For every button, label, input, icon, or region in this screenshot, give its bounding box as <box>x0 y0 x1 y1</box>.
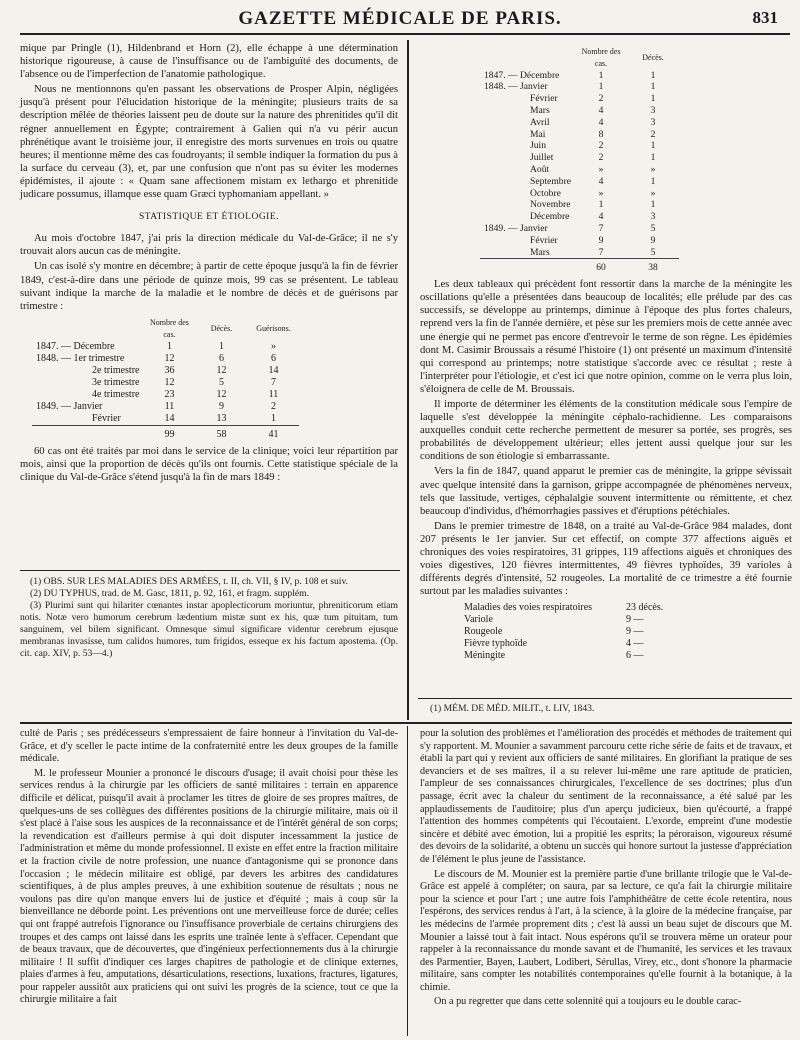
cell: 4 <box>598 104 604 116</box>
row-label: Mars <box>530 246 550 258</box>
cell: 1 <box>650 93 656 105</box>
cell: 7 <box>598 222 604 234</box>
paragraph: Au mois d'octobre 1847, j'ai pris la direction médicale du Val-de-Grâce; il ne s'y trouvait alors aucun cas de méningite. <box>20 233 398 258</box>
row-label: Février <box>530 234 558 246</box>
paragraph: On a pu regretter que dans cette solennité qui a toujours eu le double carac- <box>434 996 742 1008</box>
cell: 11 <box>164 400 175 412</box>
paragraph: mique par Pringle (1), Hildenbrand et Horn (2), elle échappe à une détermination historique rigoureuse, à cause de l'insuffisance ou de l'ambiguïté des documents, de l'absence ou de l'imperfection de l'anatomie pathologique. <box>20 43 398 81</box>
cell: 6 <box>270 352 276 364</box>
row-label: Mai <box>530 128 546 140</box>
cell: 14 <box>164 412 175 424</box>
paragraph: Il importe de déterminer les éléments de la constitution médicale sous l'empire de laquelle s'est développée la méningite céphalo-rachidienne. Les comparaisons auxquelles conduit cette recherche permettent de mesurer sa portée, ses progrès, ses probabilités de développement ultérieur; elles jettent aussi quelque jour sur les conditions de son étiologie si embarrassante. <box>420 398 792 463</box>
footnote: (1) MÉM. DE MÉD. MILIT., t. LIV, 1843. <box>430 703 595 714</box>
cell: 7 <box>270 376 276 388</box>
table-row <box>480 81 679 93</box>
right-footnote <box>420 703 792 715</box>
cell: 1 <box>650 152 656 164</box>
table-row <box>480 199 679 211</box>
cell: 1 <box>650 175 656 187</box>
table-row <box>32 401 299 413</box>
cell: 9 <box>650 234 656 246</box>
table-row <box>32 365 299 377</box>
row-label: 1848. — Janvier <box>484 81 548 93</box>
table-row <box>480 70 679 82</box>
paragraph: culté de Paris ; ses prédécesseurs s'empressaient de faire honneur à l'invitation du Val-de-Grâce, et d'y sceller le pacte intime de la confraternité entre les deux groupes de la famille médicale. <box>20 728 398 765</box>
cell: » <box>650 187 656 199</box>
row-label: Fièvre typhoïde <box>464 638 528 650</box>
cell: 6 <box>218 352 224 364</box>
cell: » <box>598 163 604 175</box>
row-label: Rougeole <box>464 626 503 638</box>
cell: 1 <box>598 69 604 81</box>
cell: 4 <box>598 211 604 223</box>
cell: 2 <box>598 152 604 164</box>
row-label: Méningite <box>464 650 506 662</box>
table-row <box>32 413 299 426</box>
table-header: Nombre des cas. <box>581 47 621 68</box>
section-heading: STATISTIQUE ET ÉTIOLOGIE. <box>138 212 280 223</box>
footnote: (1) OBS. SUR LES MALADIES DES ARMÉES, t. II, ch. VII, § IV, p. 108 et suiv. <box>30 576 349 587</box>
table-row <box>460 602 667 614</box>
cell: 2 <box>650 128 656 140</box>
section-rule <box>20 722 792 724</box>
table-row <box>480 176 679 188</box>
cell: 2 <box>598 93 604 105</box>
row-label: Février <box>92 412 121 424</box>
cell: 3 <box>650 211 656 223</box>
row-label: 3e trimestre <box>92 376 140 388</box>
paragraph: Un cas isolé s'y montre en décembre; à partir de cette époque jusqu'à la fin de février 1849, c'est-à-dire dans une période de quinze mois, 99 cas se présentent. Le tableau suivant indique la marche de la maladie et le nombre de décès et de guérisons par trimestre : <box>20 261 398 312</box>
paragraph: Vers la fin de 1847, quand apparut le premier cas de méningite, la grippe sévissait avec quelque intensité dans la garnison, grippe accompagnée de phénomènes nerveux, tels que lassitude, vertiges, céphalalgie souvent intermittente ou rémittente, et chez beaucoup d'individus, d'hémorrhagies passives et d'éruptions pétéchiales. <box>420 466 792 517</box>
bottom-right-column <box>420 728 792 1011</box>
cell: 11 <box>268 388 279 400</box>
row-label: 1847. — Décembre <box>36 340 115 352</box>
cell: 1 <box>650 81 656 93</box>
cell: 1 <box>270 412 276 424</box>
table-row <box>480 105 679 117</box>
cell: 5 <box>650 222 656 234</box>
left-footnotes <box>20 576 398 660</box>
table-row <box>480 164 679 176</box>
paragraph: Les deux tableaux qui précèdent font ressortir dans la marche de la méningite les oscillations qu'elle a présentées dans beaucoup de localités; elle prélude par des cas successifs, se développe au printemps, diminue à l'époque des plus fortes chaleurs, reprend vers la fin de l'année dernière, et pèse sur les premiers mois de cette année avec une énergie qui ne permet pas encore d'entrevoir le terme de son règne. Les épidémies dont M. Casimir Broussais a résumé l'histoire (1) ont présenté un maximum d'intensité qui correspond au printemps; notre statistique s'accorde avec ce résultat ; reste à l'interpréter pour l'étiologie, et c'est ici que notre opinion, comme on le verra plus loin, s'éloignera de celle de M. Broussais. <box>420 279 792 395</box>
row-label: Variole <box>464 614 493 626</box>
table-row <box>480 211 679 223</box>
cell: » <box>270 340 276 352</box>
cell: 12 <box>164 376 175 388</box>
cell: 6 — <box>626 650 644 662</box>
header-rule <box>20 33 790 35</box>
cell: 5 <box>650 246 656 258</box>
cell: 3 <box>650 104 656 116</box>
cell: 23 décès. <box>626 602 664 614</box>
cell: 1 <box>166 340 172 352</box>
table-header: Nombre des cas. <box>150 317 189 339</box>
row-label: Mars <box>530 104 550 116</box>
row-label: 1847. — Décembre <box>484 69 560 81</box>
table-total-row <box>32 425 299 441</box>
right-column <box>420 42 792 666</box>
row-label: 2e trimestre <box>92 364 140 376</box>
cell: 36 <box>164 364 175 376</box>
cell: 4 — <box>626 638 644 650</box>
bottom-left-column <box>20 728 398 1009</box>
cell: 3 <box>650 116 656 128</box>
paragraph: pour la solution des problèmes et l'amélioration des procédés et méthodes de traitement qui s'y rapportent. M. Mounier a savamment parcouru cette riche série de faits et de travaux, et établi la part qui y revient aux officiers de santé militaires. En glorifiant la pratique de ses devanciers et de ses maîtres, il a su relever lui-même une rare aptitude de praticien, l'ampleur de ses connaissances chirurgicales, l'excellence de ses doctrines; plus d'un passage, écrit avec la chaleur du sentiment de la reconnaissance, a été salué par les applaudissements de l'auditoire; plus d'un aperçu judicieux, bien qu'écourté, a frappé l'attention des hommes compétents qui l'écoutaient. L'exorde, empreint d'une modestie sincère et débité avec émotion, lui a propitié les esprits; la péroraison, vigoureux résumé des devoirs de la solidarité, a obtenu un succès qui honore surtout la justesse d'appréciation de l'élément le plus jeune de l'assistance. <box>420 728 792 865</box>
footnote: (3) Plurimi sunt qui hilariter cœnantes instar apoplecticorum moriuntur, phreniticorum etiam notis. Notæ vero humorum cerebrum lædentium mistæ sunt ex his, quæ tum pituitam, tum sanguinem, vel bilem significant. Omnesque simul significare videntur cerebrum ejusque membranas invasisse, tum calidos humores, tum frigidos, esseque ex his factum apostema. (Op. cit. cap. XIV, p. 53—4.) <box>20 600 398 659</box>
table-row <box>32 341 299 353</box>
cell: 1 <box>598 199 604 211</box>
journal-title: GAZETTE MÉDICALE DE PARIS. <box>238 8 562 29</box>
cell: » <box>650 163 656 175</box>
table-header: Guérisons. <box>256 323 291 333</box>
row-label: Juin <box>530 140 546 152</box>
cell: » <box>598 187 604 199</box>
cell: 1 <box>218 340 224 352</box>
footnote-rule <box>20 570 400 571</box>
table-row <box>480 188 679 200</box>
paragraph: Le discours de M. Mounier est la première partie d'une brillante trilogie que le Val-de-Grâce est appelé à compléter; on saura, par sa lecture, ce qu'a fait la chirurgie militaire pour la science et pour l'art ; une autre fois l'amphithéâtre de cette école retentira, nous l'espérons, des services rendus à l'art, à la science, à la gloire de la médecine française, par les médecins de l'armée proprement dits ; c'est là aussi un beau sujet de discours que M. Mounier a laissé tout à fait intact. Nous espérons qu'il se trouvera même un orateur pour rappeler à la reconnaissance du monde savant et de l'humanité, les services et les travaux des Parmentier, Bayen, Laubert, Lodibert, Sérullas, Virey, etc., dont s'honore la pharmacie militaire, sans compter les notabilités contemporaines qu'elle fournit à la botanique, à la chimie. <box>420 868 792 993</box>
total-cell: 41 <box>247 425 299 441</box>
cell: 9 — <box>626 626 644 638</box>
row-label: Maladies des voies respiratoires <box>464 602 593 614</box>
table-row <box>460 614 667 626</box>
table-row <box>32 377 299 389</box>
table-header: Décès. <box>642 52 664 62</box>
paragraph: Nous ne mentionnons qu'en passant les observations de Prosper Alpin, négligées jusqu'à présent pour l'élucidation historique de la méningite; plusieurs traits de sa description mêlée de théories laissent peu de doute sur la nature des phrenitides qu'il dit régner annuellement en Égypte; contrairement à Galien qui n'a vu périr aucun phrénétique avant le troisième jour, il enregistre des morts survenues en trois ou quatre heures; il mentionne même des cas foudroyants; il semble indiquer la formation du pus à la surface du cerveau (3), et, par une confusion que n'ont pas su éviter les modernes épidémistes, il ajoute : « Quam sane affectionem mistam ex lethargo et phrenitide judicare possumus, illamque esse quam Græci typhomaniam appellant. » <box>20 84 398 201</box>
cell: 2 <box>270 400 276 412</box>
table-row <box>460 638 667 650</box>
cell: 4 <box>598 116 604 128</box>
total-cell: 99 <box>143 425 195 441</box>
total-cell: 58 <box>195 425 247 441</box>
cell: 9 <box>598 234 604 246</box>
row-label: 4e trimestre <box>92 388 140 400</box>
cell: 12 <box>216 388 227 400</box>
row-label: 1849. — Janvier <box>36 400 103 412</box>
table-row <box>460 626 667 638</box>
cell: 1 <box>650 69 656 81</box>
table-row <box>480 129 679 141</box>
table-row <box>460 650 667 662</box>
cell: 1 <box>598 81 604 93</box>
table-row <box>480 247 679 259</box>
table-row <box>32 353 299 365</box>
cell: 5 <box>218 376 224 388</box>
total-cell: 60 <box>575 259 627 274</box>
cell: 12 <box>216 364 227 376</box>
row-label: Novembre <box>530 199 571 211</box>
paragraph: 60 cas ont été traités par moi dans le service de la clinique; voici leur répartition par mois, ainsi que la proportion de décès qu'ils ont fournis. Cette statistique spéciale de la clinique du Val-de-Grâce s'étend jusqu'à la fin de mars 1849 : <box>20 445 398 483</box>
cell: 13 <box>216 412 227 424</box>
footnote: (2) DU TYPHUS, trad. de M. Gasc, 1811, p. 92, 161, et fragm. supplém. <box>30 588 309 599</box>
table-row <box>32 389 299 401</box>
row-label: Octobre <box>530 187 561 199</box>
cell: 1 <box>650 140 656 152</box>
page-number: 831 <box>752 8 778 27</box>
row-label: 1849. — Janvier <box>484 222 548 234</box>
column-rule <box>407 726 408 1036</box>
left-column <box>20 42 398 486</box>
cell: 9 — <box>626 614 644 626</box>
table-total-row <box>480 259 679 274</box>
column-rule <box>407 40 409 720</box>
footnote-rule <box>418 698 792 699</box>
cell: 2 <box>598 140 604 152</box>
paragraph: Dans le premier trimestre de 1848, on a traité au Val-de-Grâce 984 malades, dont 207 présents le 1er janvier. Sur cet effectif, on compte 377 affections aiguës et chroniques des voies respiratoires, 31 grippes, 119 affections aiguës et chroniques des voies digestives, 120 fièvres intermittentes, 49 fièvres typhoïdes, 39 varioles à différents degrés d'intensité, 52 rougeoles. La mortalité de ce trimestre a été fournie surtout par les maladies suivantes : <box>420 520 792 598</box>
table-row <box>480 93 679 105</box>
cell: 12 <box>164 352 175 364</box>
row-label: Avril <box>530 116 550 128</box>
row-label: 1848. — 1er trimestre <box>36 352 125 364</box>
total-cell: 38 <box>627 259 679 274</box>
row-label: Juillet <box>530 152 554 164</box>
monthly-table <box>480 46 679 274</box>
row-label: Septembre <box>530 175 572 187</box>
cell: 7 <box>598 246 604 258</box>
row-label: Février <box>530 93 558 105</box>
table-row <box>480 117 679 129</box>
paragraph: M. le professeur Mounier a prononcé le discours d'usage; il avait choisi pour thèse les services rendus à la chirurgie par les officiers de santé militaires : terrain en apparence difficile et délicat, puisqu'il avait à proclamer les titres de gloire de ses propres maîtres, de quelques-uns de ses collègues des différentes positions de la chirurgie militaire, mais où il s'est placé à l'aise sous les auspices de la reconnaissance et de l'intérêt général de son corps; la revendication est d'ailleurs permise à qui doit disputer incessamment la justice de l'administration et même du monde professionnel. Il existe en effet entre la fraction militaire et la fraction civile de notre profession, une nuance d'antagonisme qui se prononce dans l'occasion ; le médecin militaire est obligé, par devers les arbitres des candidatures scientifiques, à de plus amples preuves, à une exhibition soutenue de résultats ; nous ne voulons pas dire qu'on manque envers lui de justice et d'équité ; mais à coup sûr la bienveillance ne déborde point. Les préventions ont une merveilleuse force de durée; celles qui ont frappé autrefois l'ignorance ou l'insuffisance proverbiale de certains chirurgiens des troupes et des camps ont laissé dans les esprits une traînée lente à s'effacer. Cependant que de beaux travaux, que de découvertes, que d'ingénieux perfectionnements dus à la chirurgie militaire ! Il suffit d'indiquer ces larges chapitres de pathologie et de clinique externes, plaies d'armes à feu, amputations, désarticulations, resections, luxations, fractures, ligatures, pour rappeler aussitôt aux praticiens qui ont suivi les progrès de la science, tout ce que la chirurgie militaire a fait <box>20 767 398 1006</box>
table-row <box>480 152 679 164</box>
table-row <box>480 140 679 152</box>
row-label: Décembre <box>530 211 570 223</box>
cell: 4 <box>598 175 604 187</box>
table-row <box>480 235 679 247</box>
row-label: Août <box>530 163 550 175</box>
cell: 1 <box>650 199 656 211</box>
cell: 23 <box>164 388 175 400</box>
table-header: Décès. <box>210 323 233 333</box>
quarterly-table <box>32 317 299 441</box>
cell: 8 <box>598 128 604 140</box>
cell: 14 <box>268 364 279 376</box>
cell: 9 <box>218 400 224 412</box>
mortality-table <box>460 602 667 662</box>
table-row <box>480 223 679 235</box>
